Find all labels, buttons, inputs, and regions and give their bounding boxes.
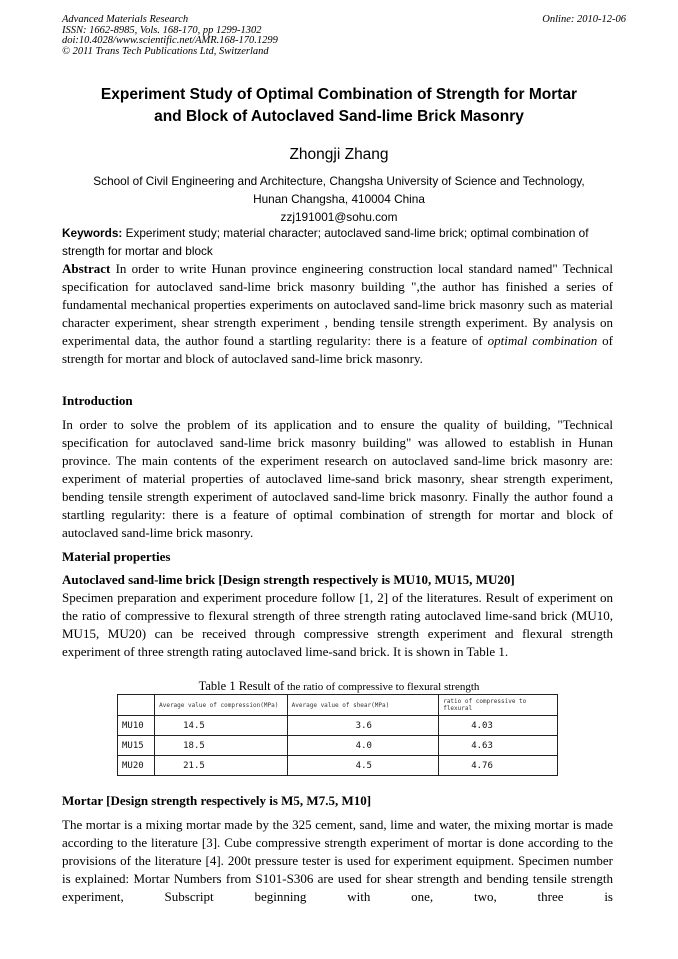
journal-name: Advanced Materials Research — [62, 14, 189, 25]
value-cell: 4.0 — [287, 736, 439, 756]
mortar-text: The mortar is a mixing mortar made by the 325 cement, sand, lime and water, the mixing mortar is made according to the literature [3]. Cube compressive strength experiment of mortar is done according to the provisions of the literature [4]. 200t pressure tester is used for experiment equipment. Specimen number is explained: Mortar Numbers from S101-S306 are used for shear strength and bending tensile strength experiment, Subscript beginning with one, two, three is — [62, 817, 613, 904]
affiliation — [40, 172, 638, 226]
value-cell: 14.5 — [155, 716, 288, 736]
title-line-2: and Block of Autoclaved Sand-lime Brick Masonry — [154, 108, 524, 125]
value-cell: 21.5 — [155, 756, 288, 776]
subsection-heading-brick: Autoclaved sand-lime brick [Design strength respectively is MU10, MU15, MU20] — [62, 572, 515, 587]
grade-cell: MU10 — [118, 716, 155, 736]
subsection-heading-mortar: Mortar [Design strength respectively is M5, M7.5, M10] — [62, 793, 372, 808]
paper-title — [40, 84, 638, 128]
table-row — [118, 736, 558, 756]
abstract-label: Abstract — [62, 261, 111, 276]
results-table — [117, 694, 558, 776]
value-cell: 4.76 — [439, 756, 558, 776]
table-caption-main: Table 1 Result of — [198, 679, 285, 693]
doi-link[interactable]: doi:10.4028/www.scientific.net/AMR.168-170.1299 — [62, 35, 278, 46]
grade-cell: MU20 — [118, 756, 155, 776]
value-cell: 4.5 — [287, 756, 439, 776]
header-cell: ratio of compressive to flexural — [439, 695, 558, 716]
journal-header — [62, 15, 278, 57]
table-caption-rest: the ratio of compressive to flexural strength — [284, 681, 480, 693]
header-cell: Average value of compression(MPa) — [155, 695, 288, 716]
section-heading-material: Material properties — [62, 549, 171, 564]
abstract-emphasis: optimal combination — [487, 333, 598, 348]
table-header-row — [118, 695, 558, 716]
keywords — [62, 224, 613, 260]
section-heading-introduction: Introduction — [62, 393, 133, 408]
online-date: Online: 2010-12-06 — [542, 14, 626, 25]
header-cell: Average value of shear(MPa) — [287, 695, 439, 716]
header-cell — [118, 695, 155, 716]
affiliation-line-2: Hunan Changsha, 410004 China — [253, 192, 425, 206]
affiliation-line-1: School of Civil Engineering and Architecture, Changsha University of Science and Technology, — [93, 174, 585, 188]
keywords-label: Keywords: — [62, 226, 123, 240]
table-row — [118, 716, 558, 736]
value-cell: 3.6 — [287, 716, 439, 736]
title-line-1: Experiment Study of Optimal Combination of Strength for Mortar — [100, 86, 578, 103]
abstract-text-1: In order to write Hunan province engineering construction local standard named" Technical specification for autoclaved sand-lime brick masonry building ",the author has finished a series of fundamental mechanical properties experiments on autoclaved sand-lime brick masonry such as material character experiment, shear strength experiment , bending tensile strength experiment. By analysis on experimental data, the author found a startling regularity: there is a feature of — [62, 261, 613, 348]
copyright-line: © 2011 Trans Tech Publications Ltd, Switzerland — [62, 45, 269, 57]
author-name: Zhongji Zhang — [289, 146, 389, 163]
grade-cell: MU15 — [118, 736, 155, 756]
table-caption — [0, 679, 678, 694]
value-cell: 4.63 — [439, 736, 558, 756]
table-row — [118, 756, 558, 776]
introduction-text: In order to solve the problem of its application and to ensure the quality of building, "Technical specification for autoclaved sand-lime brick masonry building" was allowed to establish in Hunan province. The main contents of the experiment research on autoclaved sand-lime brick masonry are: experiment of material properties of autoclaved lime-sand brick masonry, shear strength experiment, bending tensile strength experiment of autoclaved sand-lime brick masonry. Finally the author found a startling regularity: there is a feature of optimal combination of strength for mortar and block of autoclaved sand-lime brick masonry. — [62, 417, 613, 540]
abstract — [62, 260, 613, 368]
abstract-text-2: of strength for mortar and block of autoclaved sand-lime brick masonry. — [62, 333, 613, 366]
keywords-text: Experiment study; material character; autoclaved sand-lime brick; optimal combination of strength for mortar and block — [62, 226, 589, 258]
author-email[interactable]: zzj191001@sohu.com — [280, 210, 398, 224]
issn-line: ISSN: 1662-8985, Vols. 168-170, pp 1299-1302 — [62, 24, 262, 36]
value-cell: 4.03 — [439, 716, 558, 736]
material-text: Specimen preparation and experiment procedure follow [1, 2] of the literatures. Result of experiment on the ratio of compressive to flexural strength of three strength rating autoclaved lime-sand brick (MU10, MU15, MU20) can be received through compressive strength experiment and flexural strength experiment of three strength rating autoclaved lime-sand brick. It is shown in Table 1. — [62, 590, 613, 659]
value-cell: 18.5 — [155, 736, 288, 756]
